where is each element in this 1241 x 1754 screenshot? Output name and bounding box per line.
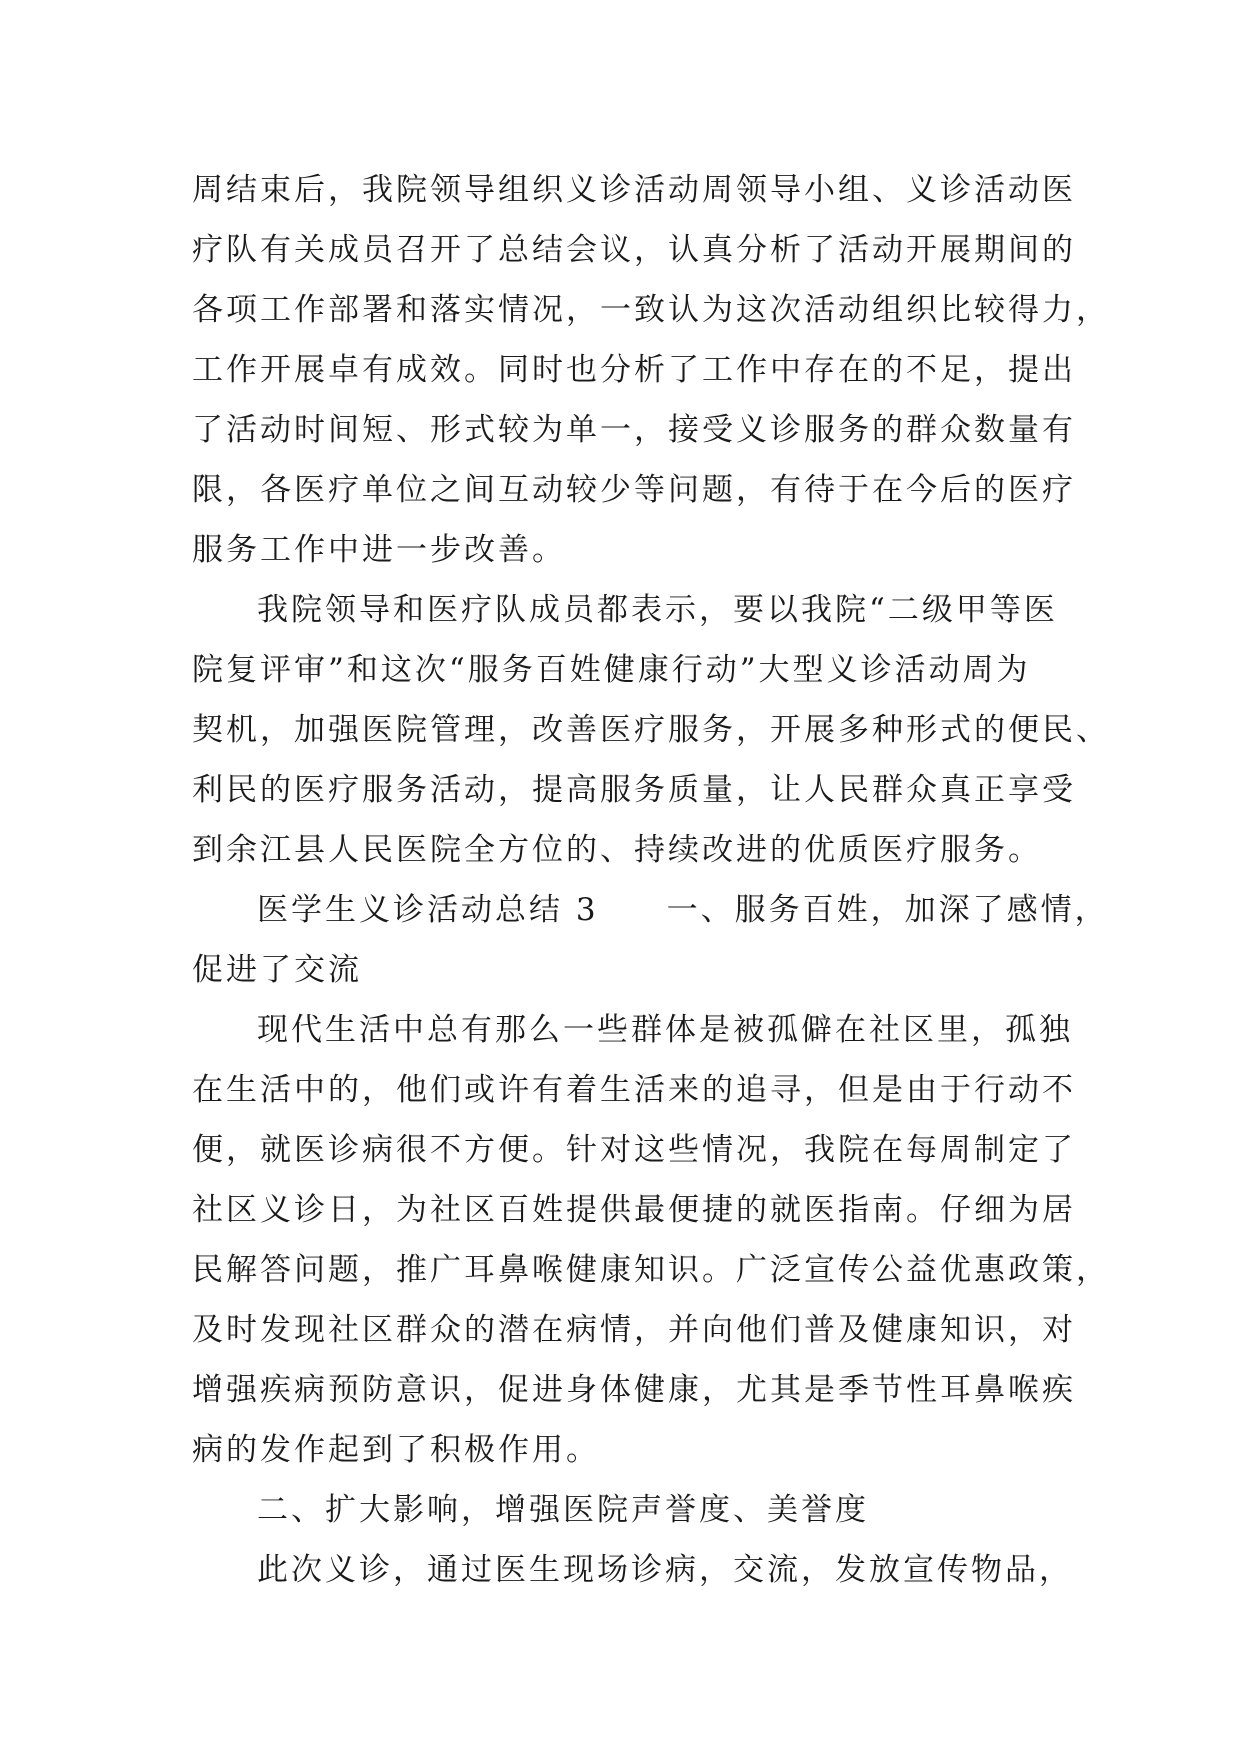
text-line: 在生活中的，他们或许有着生活来的追寻，但是由于行动不 <box>192 1072 1076 1108</box>
text-line: 及时发现社区群众的潜在病情，并向他们普及健康知识，对 <box>192 1312 1076 1348</box>
text-line: 利民的医疗服务活动，提高服务质量，让人民群众真正享受 <box>192 772 1076 808</box>
text-line: 我院领导和医疗队成员都表示，要以我院“二级甲等医 <box>257 592 1058 628</box>
text-line: 增强疾病预防意识，促进身体健康，尤其是季节性耳鼻喉疾 <box>192 1372 1076 1408</box>
text-line: 病的发作起到了积极作用。 <box>192 1432 600 1468</box>
text-line: 各项工作部署和落实情况，一致认为这次活动组织比较得力， <box>192 292 1110 328</box>
text-line: 社区义诊日，为社区百姓提供最便捷的就医指南。仔细为居 <box>192 1192 1076 1228</box>
section-heading: 二、扩大影响，增强医院声誉度、美誉度 <box>257 1492 869 1528</box>
body-text <box>192 160 1110 1600</box>
text-line: 到余江县人民医院全方位的、持续改进的优质医疗服务。 <box>192 832 1042 868</box>
text-line: 民解答问题，推广耳鼻喉健康知识。广泛宣传公益优惠政策， <box>192 1252 1110 1288</box>
text-line: 契机，加强医院管理，改善医疗服务，开展多种形式的便民、 <box>192 712 1110 748</box>
text-line: 便，就医诊病很不方便。针对这些情况，我院在每周制定了 <box>192 1132 1076 1168</box>
text-line: 了活动时间短、形式较为单一，接受义诊服务的群众数量有 <box>192 412 1076 448</box>
text-line: 工作开展卓有成效。同时也分析了工作中存在的不足，提出 <box>192 352 1076 388</box>
text-line: 促进了交流 <box>192 952 362 988</box>
text-line: 此次义诊，通过医生现场诊病，交流，发放宣传物品， <box>257 1552 1073 1588</box>
text-line: 院复评审”和这次“服务百姓健康行动”大型义诊活动周为 <box>192 652 1031 688</box>
text-line: 现代生活中总有那么一些群体是被孤僻在社区里，孤独 <box>257 1012 1073 1048</box>
text-line: 服务工作中进一步改善。 <box>192 532 566 568</box>
text-line: 疗队有关成员召开了总结会议，认真分析了活动开展期间的 <box>192 232 1076 268</box>
text-line: 限，各医疗单位之间互动较少等问题，有待于在今后的医疗 <box>192 472 1076 508</box>
section-heading: 医学生义诊活动总结 3 一、服务百姓，加深了感情， <box>257 892 1109 928</box>
text-line: 周结束后，我院领导组织义诊活动周领导小组、义诊活动医 <box>192 172 1076 208</box>
